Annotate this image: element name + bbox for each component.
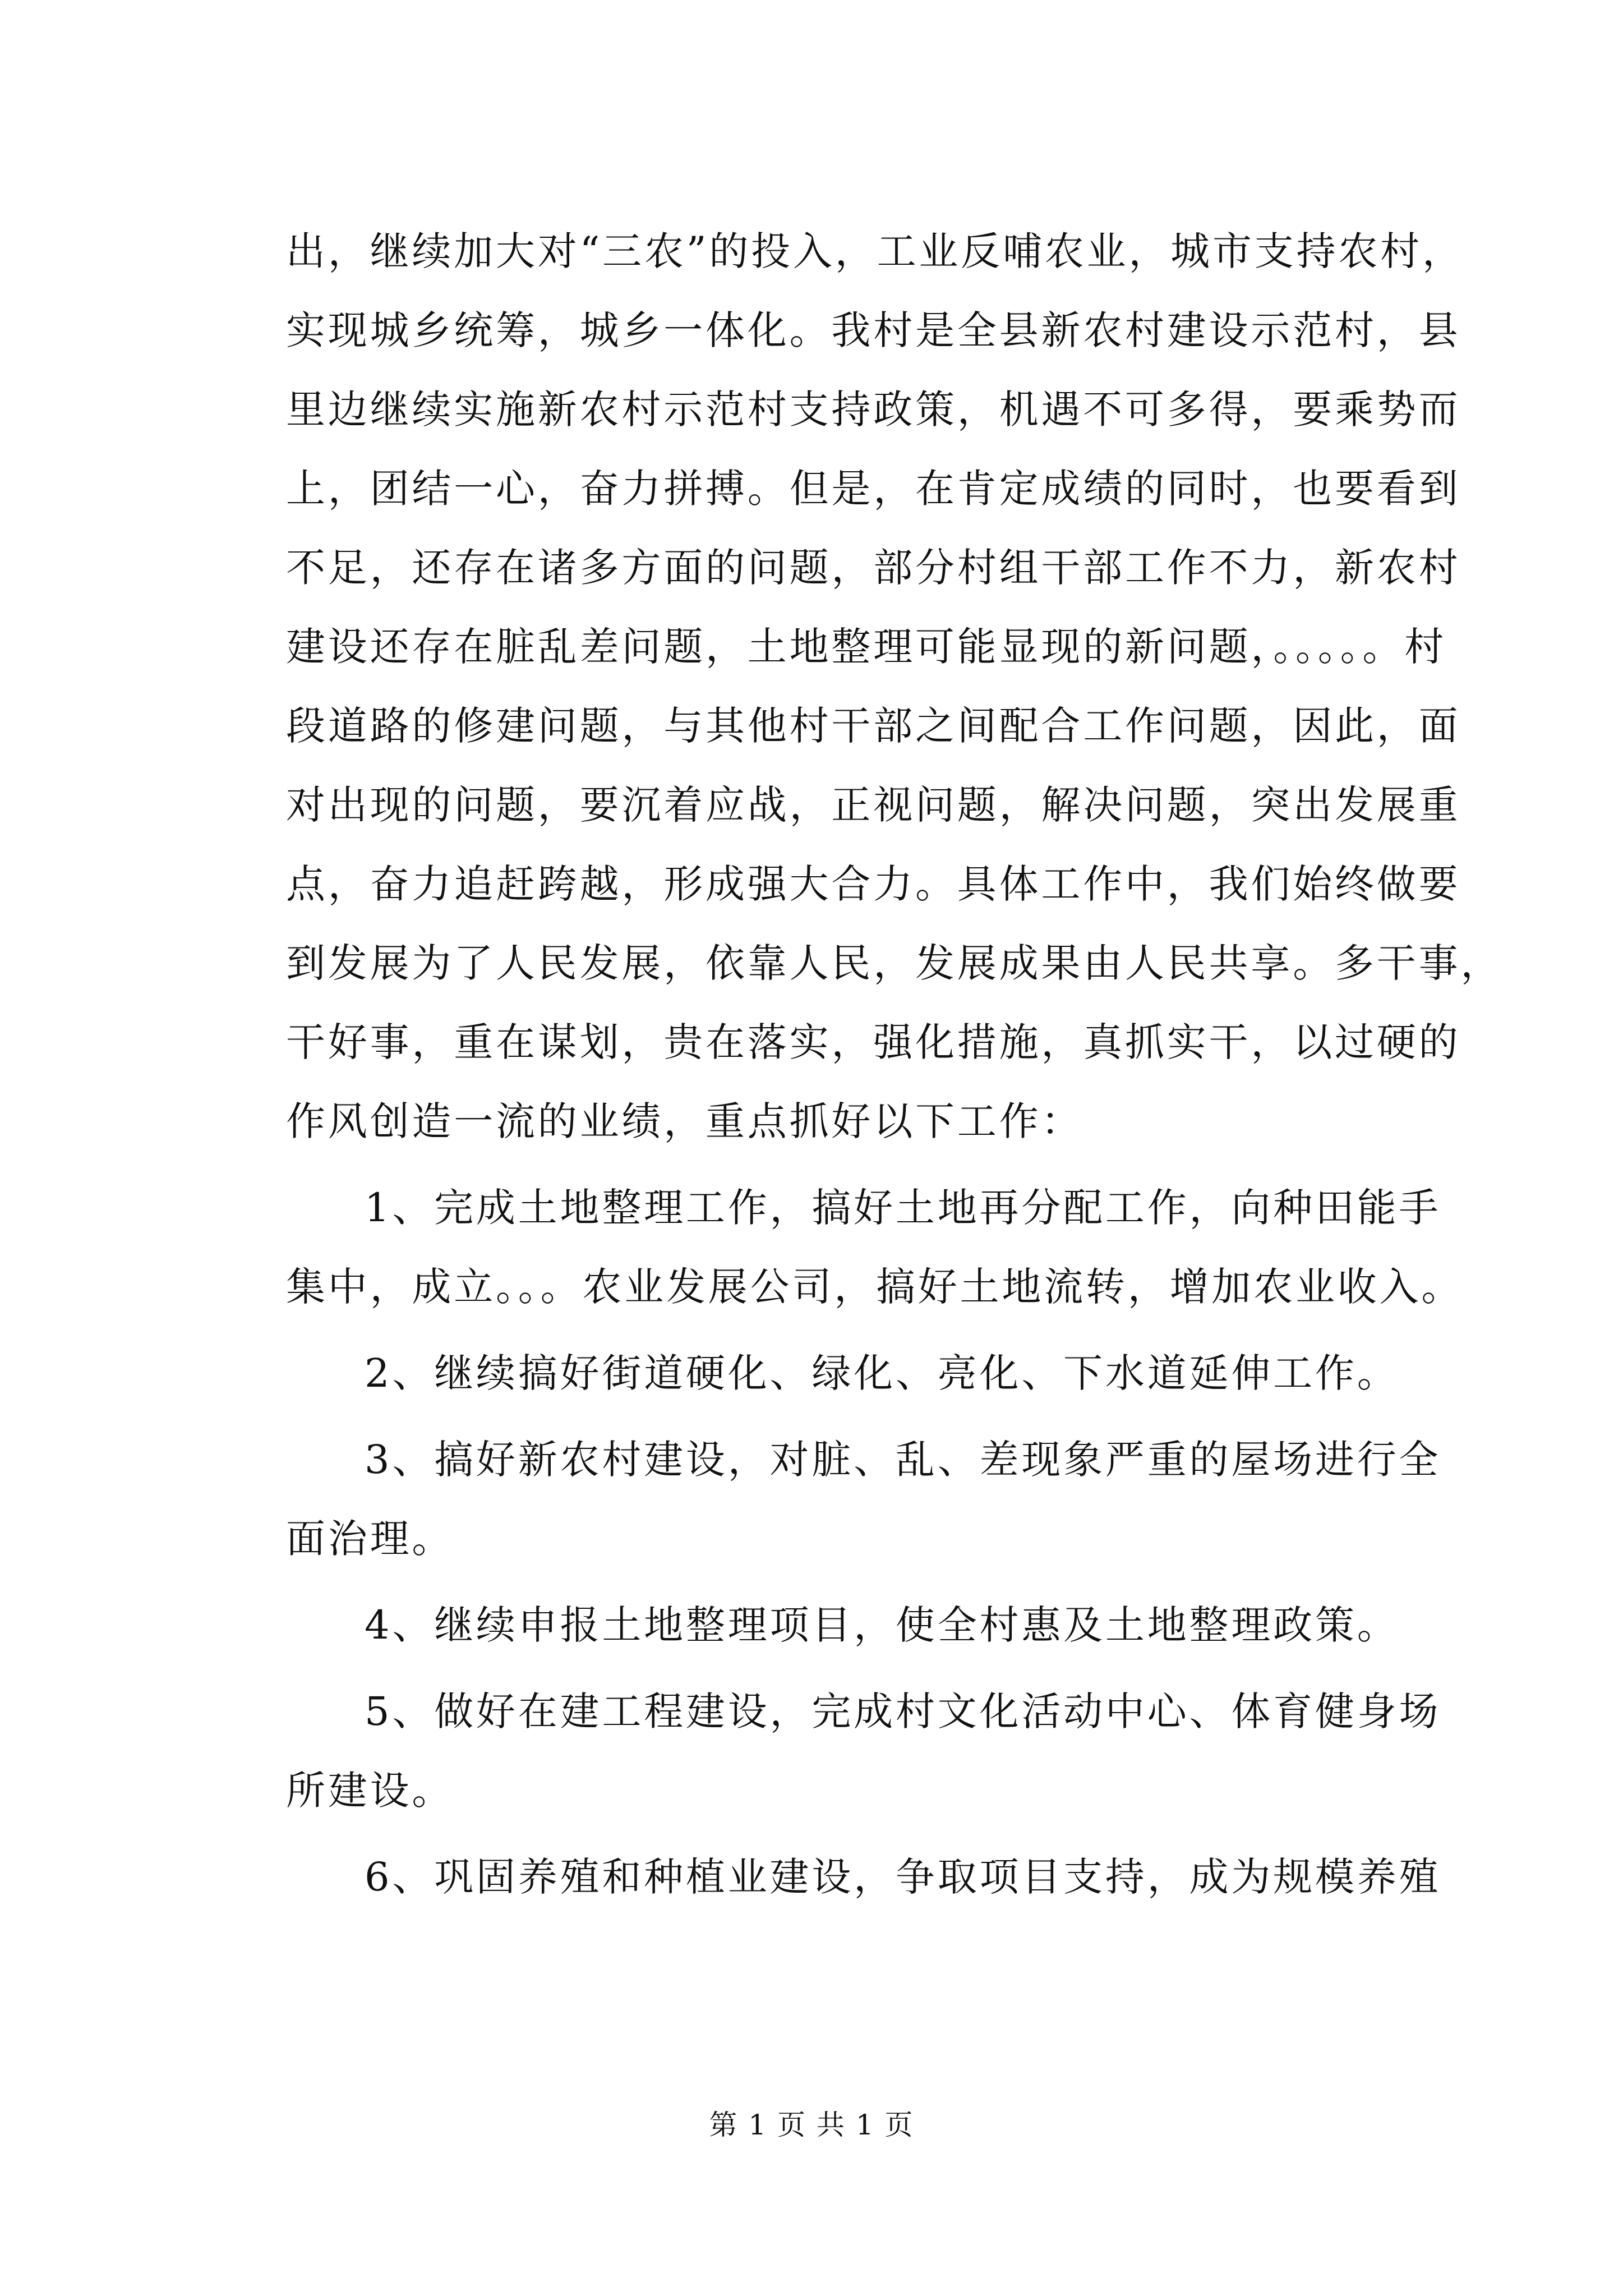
- text-line: 出，继续加大对“三农”的投入，工业反哺农业，城市支持农村，: [286, 228, 1464, 274]
- text-line: 到发展为了人民发展，依靠人民，发展成果由人民共享。多干事，: [286, 940, 1503, 986]
- text-line: 对出现的问题，要沉着应战，正视问题，解决问题，突出发展重: [286, 782, 1461, 828]
- text-line: 实现城乡统筹，城乡一体化。我村是全县新农村建设示范村，县: [286, 307, 1461, 353]
- document-body: [286, 212, 1503, 1917]
- text-line: 集中，成立。。。农业发展公司，搞好土地流转，增加农业收入。: [286, 1264, 1464, 1310]
- text-line: 干好事，重在谋划，贵在落实，强化措施，真抓实干，以过硬的: [286, 1019, 1461, 1065]
- paragraph: [286, 212, 1503, 1161]
- text-line: 4、继续申报土地整理项目，使全村惠及土地整理政策。: [365, 1602, 1399, 1648]
- list-item: [286, 1334, 1430, 1413]
- text-line: 建设还存在脏乱差问题，土地整理可能显现的新问题，。。。。。村: [286, 624, 1446, 670]
- text-line: 3、搞好新农村建设，对脏、乱、差现象严重的屋场进行全: [365, 1437, 1441, 1483]
- text-line: 5、做好在建工程建设，完成村文化活动中心、体育健身场: [365, 1688, 1441, 1734]
- page-number-footer: 第 1 页 共 1 页: [709, 2109, 914, 2141]
- text-line: 面治理。: [286, 1516, 454, 1562]
- list-item: [286, 1420, 1441, 1579]
- text-line: 1、完成土地整理工作，搞好土地再分配工作，向种田能手: [365, 1185, 1441, 1231]
- text-line: 点，奋力追赶跨越，形成强大合力。具体工作中，我们始终做要: [286, 861, 1461, 907]
- text-line: 段道路的修建问题，与其他村干部之间配合工作问题，因此，面: [286, 703, 1461, 749]
- list-item: [286, 1168, 1464, 1327]
- text-line: 所建设。: [286, 1768, 454, 1814]
- list-item: [286, 1586, 1430, 1665]
- text-line: 2、继续搞好街道硬化、绿化、亮化、下水道延伸工作。: [365, 1350, 1399, 1396]
- text-line: 里边继续实施新农村示范村支持政策，机遇不可多得，要乘势而: [286, 386, 1461, 432]
- text-line: 6、巩固养殖和种植业建设，争取项目支持，成为规模养殖: [365, 1854, 1441, 1900]
- text-line: 不足，还存在诸多方面的问题，部分村组干部工作不力，新农村: [286, 545, 1461, 591]
- text-line: 上，团结一心，奋力拼搏。但是，在肯定成绩的同时，也要看到: [286, 466, 1461, 512]
- text-line: 作风创造一流的业绩，重点抓好以下工作：: [286, 1098, 1083, 1144]
- list-item: [286, 1672, 1441, 1830]
- list-item: [286, 1838, 1441, 1917]
